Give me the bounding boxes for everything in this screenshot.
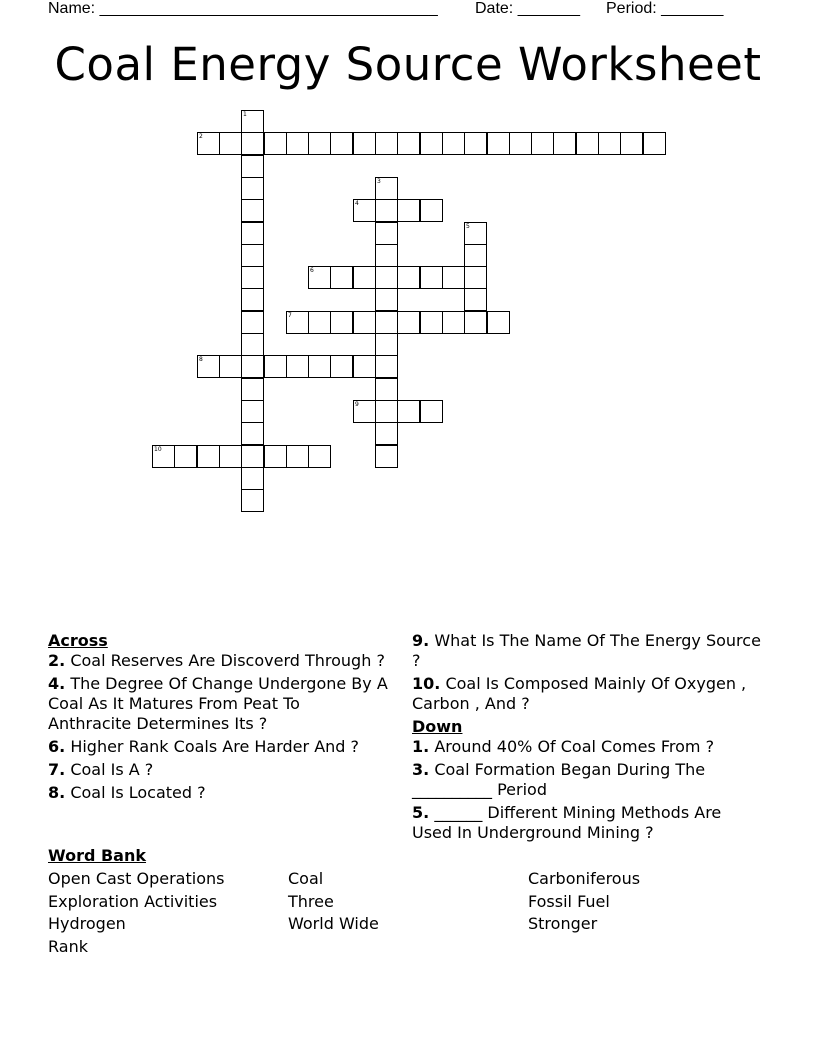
- crossword-cell[interactable]: [286, 311, 309, 334]
- crossword-cell[interactable]: [375, 244, 398, 267]
- crossword-cell[interactable]: [420, 199, 443, 222]
- crossword-cell[interactable]: [241, 467, 264, 490]
- crossword-cell[interactable]: [308, 132, 331, 155]
- crossword-cell[interactable]: [375, 422, 398, 445]
- crossword-cell[interactable]: [219, 445, 242, 468]
- clue-text: The Degree Of Change Undergone By A Coal As It Matures From Peat To Anthracite Determines Its ?: [48, 674, 388, 733]
- cell-number: 5: [466, 223, 470, 230]
- crossword-cell[interactable]: [397, 199, 420, 222]
- crossword-cell[interactable]: [197, 445, 220, 468]
- clue-text: Around 40% Of Coal Comes From ?: [434, 737, 715, 756]
- crossword-cell[interactable]: [375, 266, 398, 289]
- crossword-cell[interactable]: [264, 445, 287, 468]
- across-heading: Across: [48, 631, 108, 650]
- crossword-cell[interactable]: [464, 132, 487, 155]
- crossword-cell[interactable]: [442, 132, 465, 155]
- crossword-cell[interactable]: [219, 132, 242, 155]
- word-bank-item: Stronger: [528, 914, 598, 933]
- crossword-cell[interactable]: [241, 311, 264, 334]
- crossword-cell[interactable]: [397, 311, 420, 334]
- crossword-cell[interactable]: [397, 266, 420, 289]
- cell-number: 9: [355, 401, 359, 408]
- crossword-cell[interactable]: [487, 311, 510, 334]
- page-title: Coal Energy Source Worksheet: [54, 38, 762, 91]
- crossword-cell[interactable]: [576, 132, 599, 155]
- crossword-cell[interactable]: [308, 445, 331, 468]
- crossword-cell[interactable]: [330, 266, 353, 289]
- crossword-cell[interactable]: [308, 311, 331, 334]
- across-clue: [48, 651, 388, 671]
- clue-text: Coal Is Composed Mainly Of Oxygen , Carbon , And ?: [412, 674, 747, 713]
- crossword-cell[interactable]: [241, 445, 264, 468]
- clue-text: Coal Is Located ?: [70, 783, 206, 802]
- across-clue: [412, 674, 762, 714]
- crossword-cell[interactable]: [241, 266, 264, 289]
- crossword-cell[interactable]: [330, 132, 353, 155]
- crossword-cell[interactable]: [241, 244, 264, 267]
- crossword-cell[interactable]: [353, 355, 376, 378]
- crossword-cell[interactable]: [330, 355, 353, 378]
- crossword-cell[interactable]: [152, 445, 175, 468]
- down-heading: Down: [412, 717, 463, 736]
- crossword-cell[interactable]: [464, 288, 487, 311]
- cell-number: 4: [355, 200, 359, 207]
- crossword-cell[interactable]: [197, 355, 220, 378]
- clue-text: Higher Rank Coals Are Harder And ?: [70, 737, 360, 756]
- crossword-cell[interactable]: [241, 333, 264, 356]
- crossword-cell[interactable]: [308, 266, 331, 289]
- crossword-cell[interactable]: [241, 422, 264, 445]
- crossword-cell[interactable]: [353, 132, 376, 155]
- crossword-cell[interactable]: [420, 266, 443, 289]
- crossword-cell[interactable]: [531, 132, 554, 155]
- crossword-cell[interactable]: [375, 288, 398, 311]
- clue-text: Coal Reserves Are Discoverd Through ?: [70, 651, 385, 670]
- crossword-cell[interactable]: [330, 311, 353, 334]
- crossword-cell[interactable]: [375, 222, 398, 245]
- word-bank-item: Three: [288, 892, 334, 911]
- crossword-cell[interactable]: [375, 378, 398, 401]
- cell-number: 7: [288, 312, 292, 319]
- down-clue: [412, 737, 762, 757]
- across-clue: [412, 631, 762, 671]
- crossword-cell[interactable]: [420, 132, 443, 155]
- crossword-cell[interactable]: [264, 355, 287, 378]
- crossword-cell[interactable]: [241, 400, 264, 423]
- crossword-cell[interactable]: [241, 355, 264, 378]
- clue-text: Coal Formation Began During The __________ Period: [412, 760, 706, 799]
- clue-number: 10.: [412, 674, 441, 693]
- across-clue: [48, 783, 388, 803]
- crossword-cell[interactable]: [442, 266, 465, 289]
- clue-text: What Is The Name Of The Energy Source ?: [412, 631, 761, 670]
- clues-left-column: [48, 631, 388, 806]
- crossword-cell[interactable]: [241, 378, 264, 401]
- cell-number: 1: [243, 111, 247, 118]
- cell-number: 6: [310, 267, 314, 274]
- word-bank-item: Coal: [288, 869, 324, 888]
- crossword-cell[interactable]: [286, 355, 309, 378]
- cell-number: 10: [154, 446, 162, 453]
- crossword-cell[interactable]: [598, 132, 621, 155]
- crossword-cell[interactable]: [241, 177, 264, 200]
- clue-number: 5.: [412, 803, 430, 822]
- crossword-cell[interactable]: [643, 132, 666, 155]
- crossword-cell[interactable]: [241, 132, 264, 155]
- clues-right-column: [412, 631, 762, 846]
- clue-number: 6.: [48, 737, 66, 756]
- clue-text: Coal Is A ?: [70, 760, 154, 779]
- clue-number: 9.: [412, 631, 430, 650]
- crossword-cell[interactable]: [353, 199, 376, 222]
- word-bank-item: Rank: [48, 937, 88, 956]
- crossword-cell[interactable]: [375, 311, 398, 334]
- down-clue: [412, 760, 762, 800]
- crossword-cell[interactable]: [308, 355, 331, 378]
- crossword-cell[interactable]: [353, 266, 376, 289]
- clue-number: 8.: [48, 783, 66, 802]
- crossword-cell[interactable]: [464, 311, 487, 334]
- crossword-cell[interactable]: [375, 400, 398, 423]
- crossword-cell[interactable]: [375, 177, 398, 200]
- clue-number: 2.: [48, 651, 66, 670]
- crossword-cell[interactable]: [464, 244, 487, 267]
- crossword-cell[interactable]: [420, 400, 443, 423]
- across-clue: [48, 674, 388, 734]
- crossword-cell[interactable]: [553, 132, 576, 155]
- word-bank-item: Fossil Fuel: [528, 892, 610, 911]
- cell-number: 2: [199, 133, 203, 140]
- cell-number: 8: [199, 356, 203, 363]
- crossword-cell[interactable]: [286, 132, 309, 155]
- crossword-cell[interactable]: [442, 311, 465, 334]
- crossword-cell[interactable]: [174, 445, 197, 468]
- word-bank-item: Open Cast Operations: [48, 869, 225, 888]
- crossword-cell[interactable]: [397, 400, 420, 423]
- crossword-cell[interactable]: [241, 110, 264, 133]
- crossword-cell[interactable]: [353, 311, 376, 334]
- date-field[interactable]: Date: _______: [475, 0, 580, 17]
- crossword-cell[interactable]: [219, 355, 242, 378]
- clue-text: ______ Different Mining Methods Are Used In Underground Mining ?: [412, 803, 722, 842]
- across-clue: [48, 737, 388, 757]
- crossword-cell[interactable]: [420, 311, 443, 334]
- name-field[interactable]: Name: ______________________________________: [48, 0, 438, 17]
- clue-number: 1.: [412, 737, 430, 756]
- crossword-cell[interactable]: [487, 132, 510, 155]
- crossword-cell[interactable]: [509, 132, 532, 155]
- crossword-cell[interactable]: [375, 199, 398, 222]
- crossword-cell[interactable]: [241, 489, 264, 512]
- crossword-cell[interactable]: [464, 266, 487, 289]
- crossword-cell[interactable]: [620, 132, 643, 155]
- crossword-cell[interactable]: [375, 445, 398, 468]
- word-bank-item: Carboniferous: [528, 869, 641, 888]
- crossword-cell[interactable]: [397, 132, 420, 155]
- word-bank-item: World Wide: [288, 914, 379, 933]
- word-bank-item: Exploration Activities: [48, 892, 218, 911]
- crossword-cell[interactable]: [375, 355, 398, 378]
- crossword-cell[interactable]: [375, 132, 398, 155]
- crossword-cell[interactable]: [464, 222, 487, 245]
- cell-number: 3: [377, 178, 381, 185]
- crossword-cell[interactable]: [241, 288, 264, 311]
- crossword-cell[interactable]: [353, 400, 376, 423]
- crossword-cell[interactable]: [375, 333, 398, 356]
- clue-number: 7.: [48, 760, 66, 779]
- crossword-cell[interactable]: [241, 199, 264, 222]
- clue-number: 4.: [48, 674, 66, 693]
- period-field[interactable]: Period: _______: [606, 0, 724, 17]
- crossword-cell[interactable]: [264, 132, 287, 155]
- crossword-cell[interactable]: [241, 155, 264, 178]
- down-clue: [412, 803, 762, 843]
- clue-number: 3.: [412, 760, 430, 779]
- crossword-cell[interactable]: [241, 222, 264, 245]
- crossword-cell[interactable]: [286, 445, 309, 468]
- across-clue: [48, 760, 388, 780]
- crossword-cell[interactable]: [197, 132, 220, 155]
- word-bank-heading: Word Bank: [48, 846, 147, 865]
- word-bank-item: Hydrogen: [48, 914, 126, 933]
